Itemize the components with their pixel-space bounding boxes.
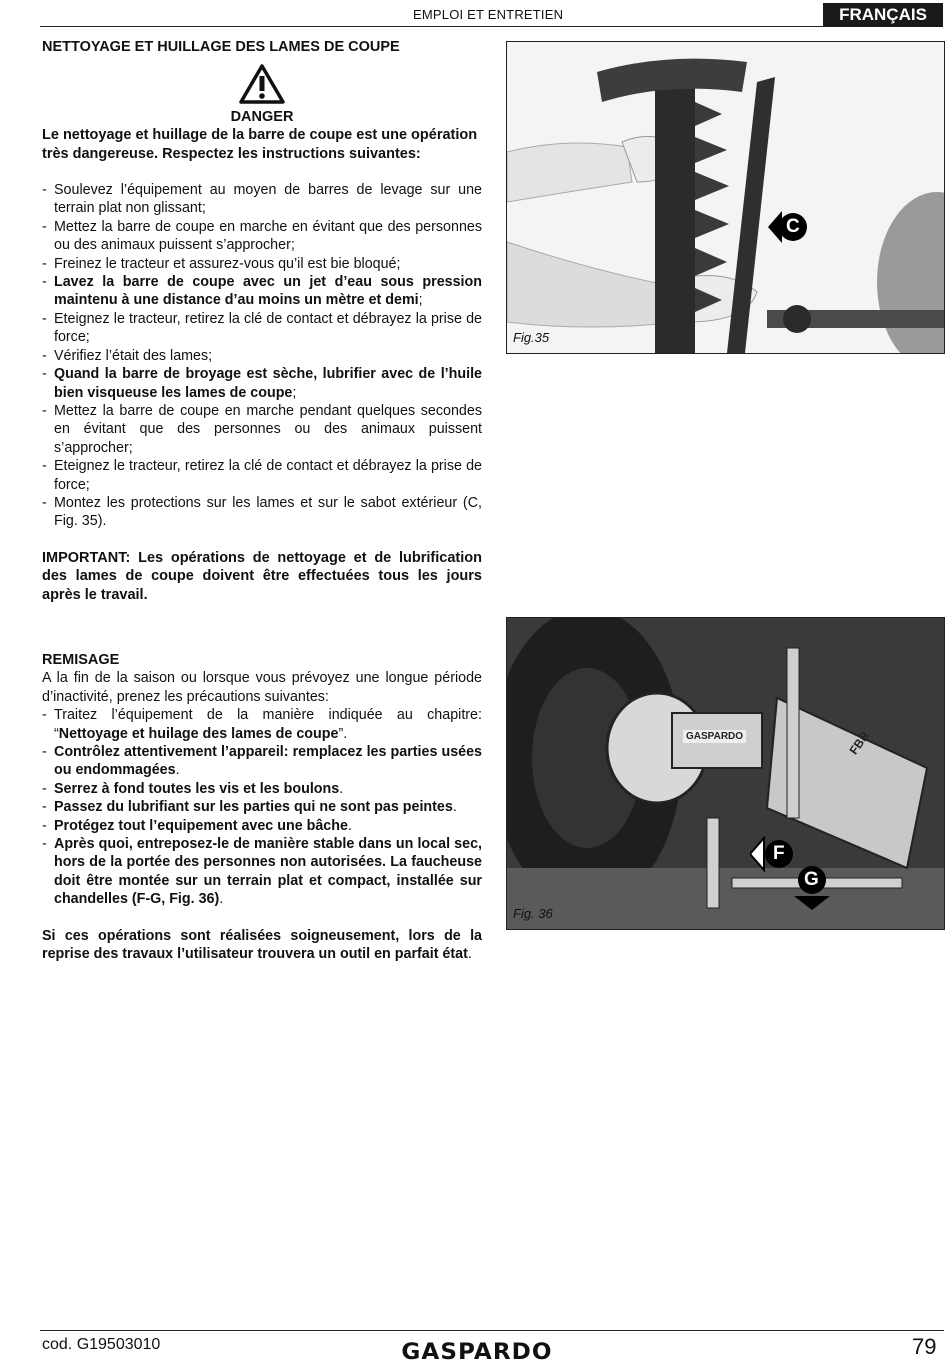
list-item (42, 817, 482, 835)
list-item (42, 310, 482, 347)
figure-36 (506, 617, 945, 930)
warning-triangle-icon (239, 64, 285, 104)
cleaning-title: NETTOYAGE ET HUILLAGE DES LAMES DE COUPE (42, 39, 400, 55)
list-item (42, 273, 482, 310)
storage-closing-tail: . (467, 946, 472, 963)
language-tab: FRANÇAIS (823, 3, 943, 27)
list-item-normal-text: Soulevez l’équipement au moyen de barres de levage sur une terrain plat non glissant; (54, 182, 482, 217)
list-item (42, 835, 482, 909)
header-rule (40, 26, 823, 27)
list-item-normal-text: Mettez la barre de coupe en marche en évitant que des personnes ou des animaux puissent s’approcher; (54, 218, 482, 254)
list-item (42, 181, 482, 218)
list-item (42, 402, 482, 457)
list-item (42, 347, 482, 365)
figure-35 (506, 41, 945, 354)
fig36-brand-plate: GASPARDO (683, 730, 746, 743)
fig35-arrow-c (768, 209, 808, 245)
document-code: cod. G19503010 (42, 1336, 161, 1353)
list-item-bold-text: Nettoyage et huilage des lames de coupe (58, 725, 339, 742)
fig35-caption: Fig.35 (513, 330, 550, 345)
list-item-tail-text: . (219, 891, 224, 908)
list-item-tail-text: . (347, 817, 352, 834)
list-item-normal-text: Traitez l’équipement de la manière indiquée au chapitre: “ (54, 707, 482, 742)
list-item-bold-text: Après quoi, entreposez-le de manière stable dans un local sec, hors de la portée des personnes non autorisées. La faucheuse doit être montée sur un terrain plat et compact, installée sur chandelles (F-G, Fig. 36) (54, 836, 482, 908)
gaspardo-logo: GASPARDO (401, 1340, 553, 1365)
list-item (42, 457, 482, 494)
fig36-arrow-f (750, 836, 794, 872)
list-item (42, 255, 482, 273)
fig35-label-c: C (786, 216, 800, 237)
storage-title: REMISAGE (42, 652, 120, 668)
storage-section (42, 651, 482, 964)
list-item-bold-text: Protégez tout l’equipement avec une bâche (54, 817, 348, 834)
list-item (42, 780, 482, 798)
danger-label: DANGER (230, 108, 294, 125)
list-item-normal-text: Eteignez le tracteur, retirez la clé de contact et débrayez la prise de force; (54, 310, 482, 346)
list-item-normal-text: Vérifiez l’était des lames; (54, 347, 213, 364)
list-item-tail-text: . (452, 799, 457, 816)
list-item-bold-text: Lavez la barre de coupe avec un jet d’eau sous pression maintenu à une distance d’au moins un mètre et demi (54, 274, 482, 309)
fig36-caption: Fig. 36 (513, 906, 553, 921)
list-item (42, 218, 482, 255)
page-number: 79 (912, 1334, 937, 1359)
fig35-photo (507, 42, 944, 353)
list-item-tail-text: ; (418, 292, 423, 309)
list-item-bold-text: Quand la barre de broyage est sèche, lubrifier avec de l’huile bien visqueuse les lames de coupe (54, 366, 482, 401)
list-item-bold-text: Contrôlez attentivement l’appareil: remplacez les parties usées ou endommagées (54, 744, 482, 779)
fig36-label-g: G (804, 869, 819, 890)
storage-intro: A la fin de la saison ou lorsque vous prévoyez une longue période d’inactivité, prenez les précautions suivantes: (42, 670, 482, 705)
list-item (42, 365, 482, 402)
fig36-label-f: F (773, 843, 785, 864)
list-item-tail-text: ”. (338, 725, 348, 742)
list-item (42, 798, 482, 816)
storage-steps-list (42, 706, 482, 908)
footer-rule (40, 1330, 944, 1331)
fig36-photo (507, 618, 944, 929)
danger-block (42, 64, 482, 126)
list-item-tail-text: ; (292, 384, 297, 401)
list-item-tail-text: . (339, 780, 344, 797)
storage-closing (42, 927, 482, 964)
cleaning-steps-list (42, 181, 482, 531)
list-item-normal-text: Eteignez le tracteur, retirez la clé de contact et débrayez la prise de force; (54, 458, 482, 493)
storage-closing-bold: Si ces opérations sont réalisées soigneusement, lors de la reprise des travaux l’utilisateur trouvera un outil en parfait état (42, 927, 482, 963)
list-item-normal-text: Freinez le tracteur et assurez-vous qu’il est bie bloqué; (54, 255, 401, 272)
list-item (42, 494, 482, 531)
important-note: IMPORTANT: Les opérations de nettoyage et de lubrification des lames de coupe doivent être effectuées tous les jours après le travail. (42, 549, 482, 603)
list-item (42, 743, 482, 780)
header-section-title: EMPLOI ET ENTRETIEN (413, 7, 564, 22)
list-item-bold-text: Passez du lubrifiant sur les parties qui ne sont pas peintes (54, 799, 453, 816)
fig36-side-plate: FBR (846, 728, 873, 758)
danger-warning: Le nettoyage et huillage de la barre de coupe est une opération très dangereuse. Respectez les instructions suivantes: (42, 127, 478, 162)
list-item-tail-text: . (175, 762, 180, 779)
fig36-arrow-g (792, 866, 832, 910)
list-item (42, 706, 482, 743)
list-item-normal-text: Montez les protections sur les lames et sur le sabot extérieur (C, Fig. 35). (54, 494, 482, 530)
list-item-bold-text: Serrez à fond toutes les vis et les boulons (54, 780, 340, 797)
cleaning-section (42, 38, 482, 604)
list-item-normal-text: Mettez la barre de coupe en marche pendant quelques secondes en évitant que des personnes ou des animaux puissent s’approcher; (54, 402, 482, 456)
left-arrow-icon (750, 836, 794, 872)
